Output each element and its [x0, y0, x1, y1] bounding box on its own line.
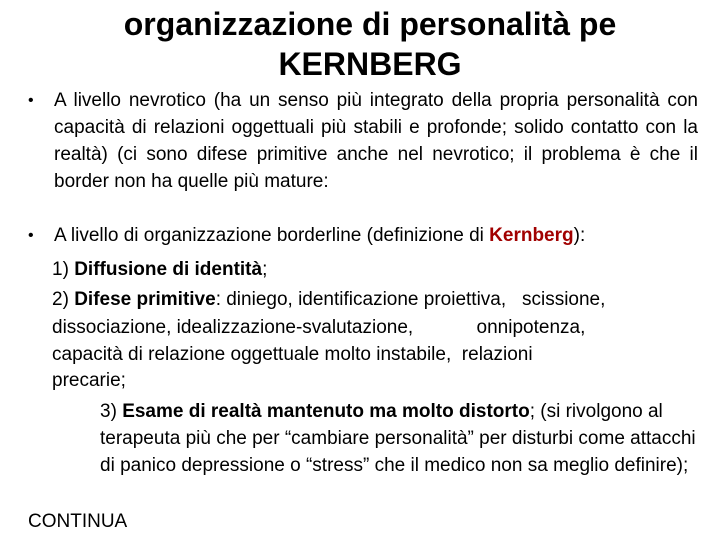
- kernberg-name: Kernberg: [489, 225, 574, 246]
- item-difese-line-4: precarie;: [52, 370, 126, 391]
- bullet-borderline-text: [54, 222, 698, 249]
- bullet-glyph: •: [28, 227, 34, 244]
- item-esame: [100, 398, 696, 479]
- item-difese-rest: : diniego, identificazione proiettiva, scissione,: [215, 289, 606, 310]
- bullet-nevrotico-text: A livello nevrotico (ha un senso più integrato della propria personalità con capacità di relazioni oggettuali più stabili e profonde; solido contatto con la realtà) (ci sono difese primitive anche nel nevrotico; il problema è che il border non ha quelle più mature:: [54, 90, 698, 192]
- continua-label: CONTINUA: [28, 511, 128, 532]
- item-number: 1): [52, 259, 75, 280]
- item-esame-bold: Esame di realtà mantenuto ma molto distorto: [122, 401, 530, 422]
- bullet-borderline-post: ):: [573, 225, 586, 246]
- bullet-glyph: •: [28, 92, 34, 109]
- item-difese-line-1: [52, 286, 605, 313]
- bullet-borderline-pre: A livello di organizzazione borderline (definizione di: [54, 225, 490, 246]
- item-diffusione: [52, 256, 267, 283]
- item-number: 3): [100, 401, 123, 422]
- item-difese-bold: Difese primitive: [74, 289, 216, 310]
- title-line-2: KERNBERG: [278, 46, 462, 82]
- item-diffusione-bold: Diffusione di identità: [74, 259, 263, 280]
- bullet-nevrotico: [28, 87, 698, 195]
- item-difese-line-3: capacità di relazione oggettuale molto instabile, relazioni: [52, 344, 533, 365]
- item-difese-line-2: dissociazione, idealizzazione-svalutazione, onnipotenza,: [52, 317, 586, 338]
- item-esame-rest: ; (si rivolgono al terapeuta più che per “cambiare personalità” per disturbi come attacchi di panico depressione o “stress” che il medico non sa meglio definire);: [100, 401, 696, 476]
- item-number: 2): [52, 289, 75, 310]
- slide-title: [60, 4, 680, 84]
- title-line-1: organizzazione di personalità pe: [123, 6, 617, 42]
- item-diffusione-rest: ;: [262, 259, 268, 280]
- bullet-borderline: [28, 222, 698, 249]
